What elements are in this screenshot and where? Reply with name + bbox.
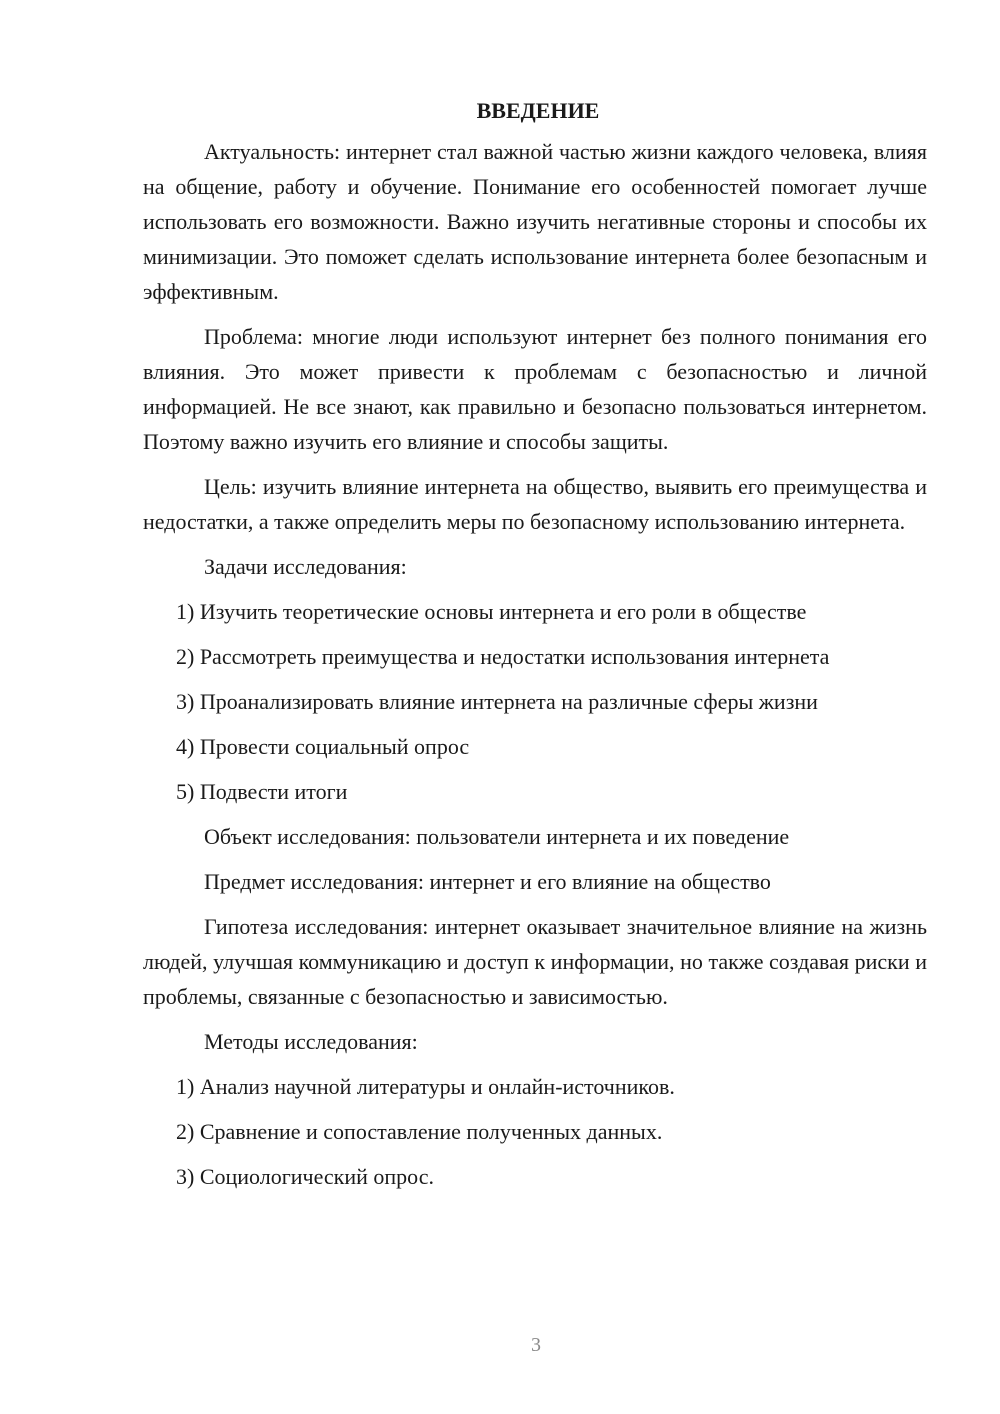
goal-paragraph: Цель: изучить влияние интернета на общество, выявить его преимущества и недостатки, а также определить меры по безопасному использованию интернета. — [143, 474, 927, 534]
list-item: 1) Анализ научной литературы и онлайн-источников. — [176, 1074, 675, 1099]
list-item: 2) Сравнение и сопоставление полученных данных. — [176, 1119, 663, 1144]
document-page — [143, 96, 927, 1204]
relevance-paragraph: Актуальность: интернет стал важной частью жизни каждого человека, влияя на общение, работу и обучение. Понимание его особенностей помогает лучше использовать его возможности. Важно изучить негативные стороны и способы их минимизации. Это поможет сделать использование интернета более безопасным и эффективным. — [143, 139, 927, 304]
hypothesis-paragraph: Гипотеза исследования: интернет оказывает значительное влияние на жизнь людей, улучшая коммуникацию и доступ к информации, но также создавая риски и проблемы, связанные с безопасностью и зависимостью. — [143, 914, 927, 1009]
methods-heading: Методы исследования: — [204, 1029, 418, 1054]
methods-list — [143, 1069, 927, 1194]
tasks-list — [143, 594, 927, 809]
subject-paragraph: Предмет исследования: интернет и его влияние на общество — [204, 869, 771, 894]
page-title: ВВЕДЕНИЕ — [476, 98, 600, 123]
list-item: 1) Изучить теоретические основы интернета и его роли в обществе — [176, 599, 807, 624]
page-number: 3 — [531, 1334, 541, 1356]
list-item: 5) Подвести итоги — [176, 779, 348, 804]
list-item: 2) Рассмотреть преимущества и недостатки использования интернета — [176, 644, 830, 669]
list-item: 4) Провести социальный опрос — [176, 734, 470, 759]
list-item: 3) Социологический опрос. — [176, 1164, 434, 1189]
problem-paragraph: Проблема: многие люди используют интернет без полного понимания его влияния. Это может привести к проблемам с безопасностью и личной информацией. Не все знают, как правильно и безопасно пользоваться интернетом. Поэтому важно изучить его влияние и способы защиты. — [143, 324, 927, 454]
object-paragraph: Объект исследования: пользователи интернета и их поведение — [204, 824, 790, 849]
list-item: 3) Проанализировать влияние интернета на различные сферы жизни — [176, 689, 818, 714]
tasks-heading: Задачи исследования: — [204, 554, 407, 579]
